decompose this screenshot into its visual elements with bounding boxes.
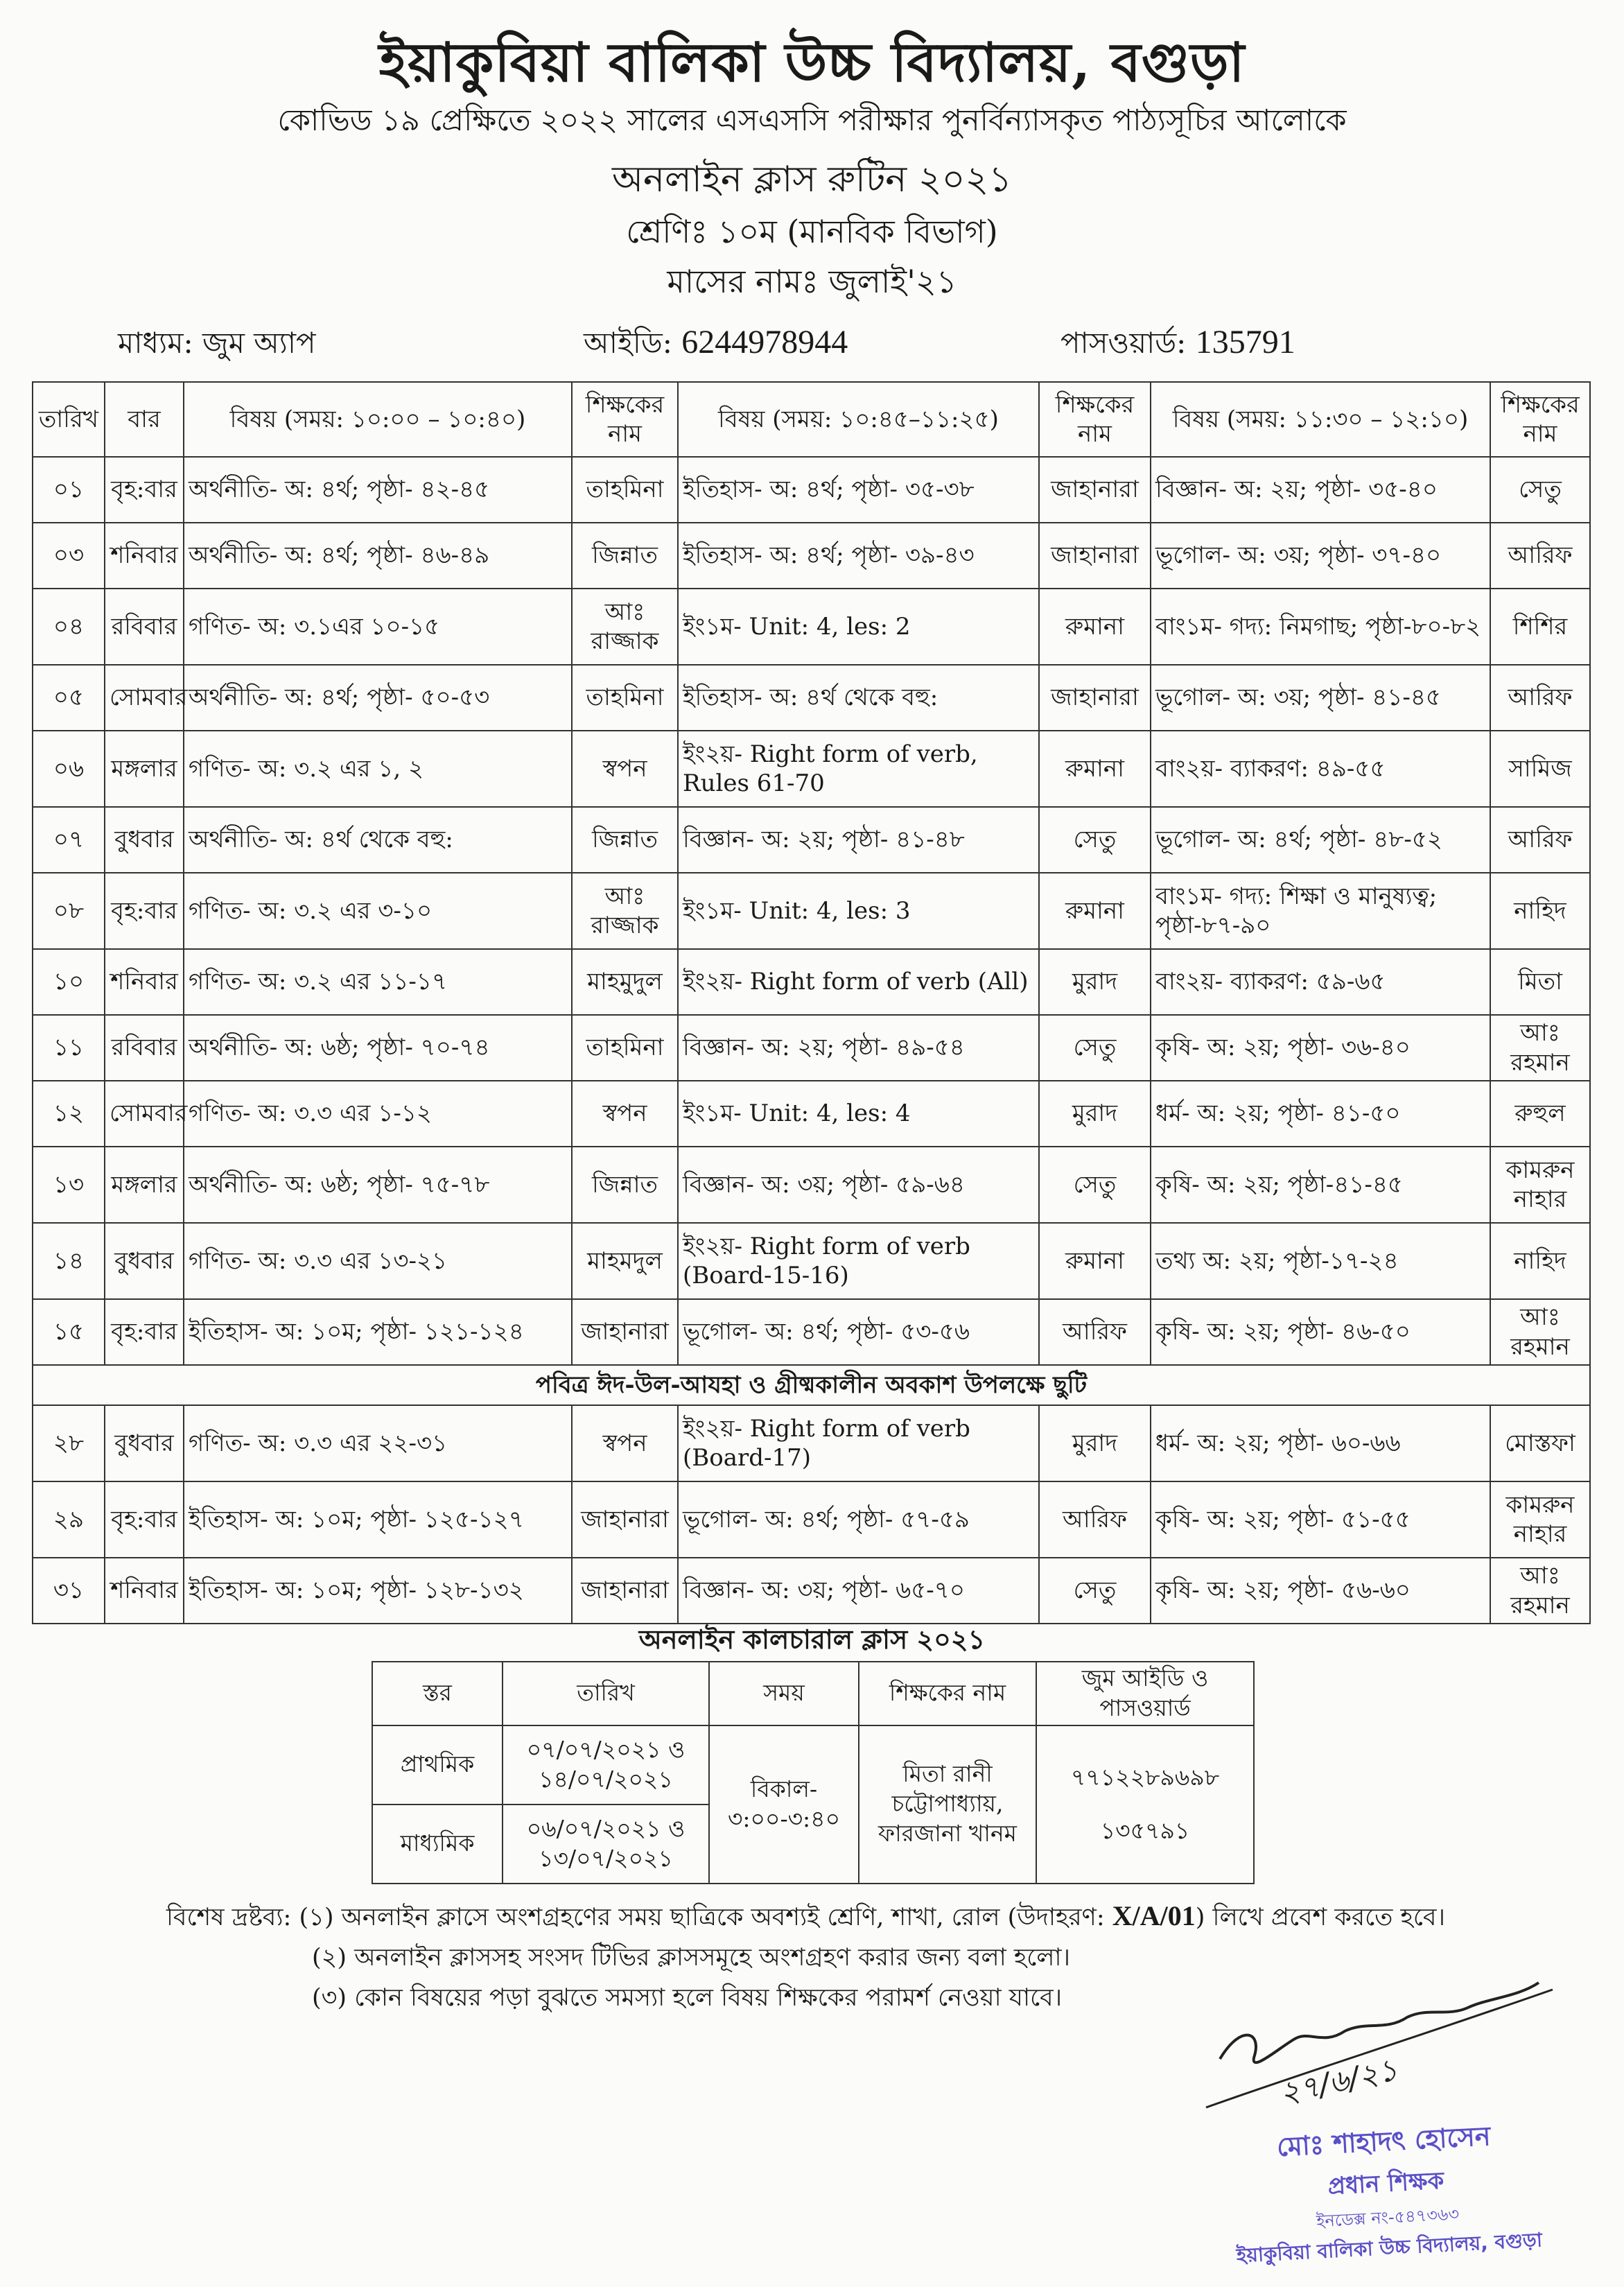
cell-date: ১৩	[33, 1147, 105, 1223]
cell-subject-3: কৃষি- অ: ২য়; পৃষ্ঠা- ৩৬-৪০	[1151, 1015, 1490, 1081]
cell-teacher-3: আঃ রহমান	[1490, 1558, 1590, 1624]
cell-day: রবিবার	[105, 589, 184, 665]
cultural-level: প্রাথমিক	[372, 1725, 503, 1805]
cell-subject-3: তথ্য অ: ২য়; পৃষ্ঠা-১৭-২৪	[1151, 1223, 1490, 1299]
col-header-day: বার	[105, 382, 184, 457]
cell-subject-1: অর্থনীতি- অ: ৪র্থ; পৃষ্ঠা- ৫০-৫৩	[184, 665, 572, 731]
cell-teacher-2: সেতু	[1039, 1015, 1151, 1081]
cell-teacher-2: মুরাদ	[1039, 1081, 1151, 1147]
cell-teacher-3: কামরুন নাহার	[1490, 1147, 1590, 1223]
cell-subject-2: ইতিহাস- অ: ৪র্থ; পৃষ্ঠা- ৩৯-৪৩	[678, 523, 1039, 589]
cell-subject-3: ধর্ম- অ: ২য়; পৃষ্ঠা- ৬০-৬৬	[1151, 1405, 1490, 1481]
cell-teacher-2: আরিফ	[1039, 1299, 1151, 1365]
cell-teacher-3: নাহিদ	[1490, 1223, 1590, 1299]
cell-teacher-1: স্বপন	[572, 731, 678, 807]
cell-subject-2: ভূগোল- অ: ৪র্থ; পৃষ্ঠা- ৫৭-৫৯	[678, 1481, 1039, 1558]
class-label: শ্রেণিঃ ১০ম (মানবিক বিভাগ)	[626, 213, 998, 250]
note-3: (৩) কোন বিষয়ের পড়া বুঝতে সমস্যা হলে বিষয় শিক্ষকের পরামর্শ নেওয়া যাবে।	[312, 1984, 1063, 2012]
cell-teacher-2: সেতু	[1039, 807, 1151, 873]
cell-teacher-2: জাহানারা	[1039, 523, 1151, 589]
cell-subject-3: বাং১ম- গদ্য: নিমগাছ; পৃষ্ঠা-৮০-৮২	[1151, 589, 1490, 665]
zoom-id-label: আইডি:	[584, 326, 672, 360]
cultural-col-zoom: জুম আইডি ও পাসওয়ার্ড	[1036, 1662, 1254, 1725]
cell-teacher-2: জাহানারা	[1039, 457, 1151, 523]
zoom-id	[584, 320, 848, 369]
headmaster-stamp	[1203, 2112, 1570, 2270]
cell-teacher-1: জাহানারা	[572, 1299, 678, 1365]
table-row	[33, 665, 1590, 731]
cell-date: ১২	[33, 1081, 105, 1147]
note-1-suffix: ) লিখে প্রবেশ করতে হবে।	[1195, 1904, 1445, 1931]
table-row	[33, 731, 1590, 807]
cell-subject-2: ভূগোল- অ: ৪র্থ; পৃষ্ঠা- ৫৩-৫৬	[678, 1299, 1039, 1365]
cell-date: ০৫	[33, 665, 105, 731]
cell-teacher-1: আঃ রাজ্জাক	[572, 873, 678, 949]
cell-teacher-2: রুমানা	[1039, 589, 1151, 665]
cell-teacher-3: মোস্তফা	[1490, 1405, 1590, 1481]
table-row	[33, 457, 1590, 523]
note-1-text: বিশেষ দ্রষ্টব্য: (১) অনলাইন ক্লাসে অংশগ্রহণের সময় ছাত্রিকে অবশ্যই শ্রেণি, শাখা, রোল (উদাহরণ:	[166, 1904, 1105, 1931]
cell-teacher-3: নাহিদ	[1490, 873, 1590, 949]
table-row	[372, 1725, 1254, 1805]
cell-teacher-1: তাহমিনা	[572, 457, 678, 523]
cell-teacher-2: জাহানারা	[1039, 665, 1151, 731]
cultural-zoom-id: ৭৭১২২৮৯৬৯৮	[1070, 1763, 1220, 1791]
cell-day: সোমবার	[105, 1081, 184, 1147]
cell-subject-1: ইতিহাস- অ: ১০ম; পৃষ্ঠা- ১২৮-১৩২	[184, 1558, 572, 1624]
cell-teacher-3: আঃ রহমান	[1490, 1299, 1590, 1365]
cell-day: শনিবার	[105, 949, 184, 1015]
cell-day: শনিবার	[105, 523, 184, 589]
cell-day: মঙ্গলার	[105, 731, 184, 807]
cell-subject-1: ইতিহাস- অ: ১০ম; পৃষ্ঠা- ১২১-১২৪	[184, 1299, 572, 1365]
col-header-teacher-3: শিক্ষকের নাম	[1490, 382, 1590, 457]
cell-day: বুধবার	[105, 1223, 184, 1299]
cell-day: বুধবার	[105, 1405, 184, 1481]
cell-teacher-2: রুমানা	[1039, 731, 1151, 807]
medium-label: মাধ্যম: জুম অ্যাপ	[118, 326, 316, 360]
cell-subject-1: অর্থনীতি- অ: ৬ষ্ঠ; পৃষ্ঠা- ৭৫-৭৮	[184, 1147, 572, 1223]
routine-table	[32, 381, 1591, 1624]
col-header-subject-1: বিষয় (সময়: ১০:০০ – ১০:৪০)	[184, 382, 572, 457]
cell-teacher-3: সামিজ	[1490, 731, 1590, 807]
cell-teacher-3: শিশির	[1490, 589, 1590, 665]
cell-subject-3: ভূগোল- অ: ৩য়; পৃষ্ঠা- ৩৭-৪০	[1151, 523, 1490, 589]
cell-subject-2: ইং২য়- Right form of verb (Board-15-16)	[678, 1223, 1039, 1299]
cell-subject-3: ভূগোল- অ: ৩য়; পৃষ্ঠা- ৪১-৪৫	[1151, 665, 1490, 731]
cell-teacher-1: তাহমিনা	[572, 665, 678, 731]
cultural-zoom-password: ১৩৫৭৯১	[1100, 1816, 1190, 1844]
note-1	[166, 1898, 1445, 1939]
cell-day: সোমবার	[105, 665, 184, 731]
cell-teacher-3: রুহুল	[1490, 1081, 1590, 1147]
cultural-col-level: স্তর	[372, 1662, 503, 1725]
table-row	[33, 1481, 1590, 1558]
cell-subject-2: বিজ্ঞান- অ: ২য়; পৃষ্ঠা- ৪১-৪৮	[678, 807, 1039, 873]
cell-subject-3: কৃষি- অ: ২য়; পৃষ্ঠা- ৫৬-৬০	[1151, 1558, 1490, 1624]
note-2: (২) অনলাইন ক্লাসসহ সংসদ টিভির ক্লাসসমূহে অংশগ্রহণ করার জন্য বলা হলো।	[312, 1944, 1071, 1972]
cell-teacher-2: সেতু	[1039, 1147, 1151, 1223]
cultural-time: বিকাল- ৩:০০-৩:৪০	[709, 1725, 859, 1884]
table-row	[33, 1081, 1590, 1147]
cell-subject-1: ইতিহাস- অ: ১০ম; পৃষ্ঠা- ১২৫-১২৭	[184, 1481, 572, 1558]
cell-day: রবিবার	[105, 1015, 184, 1081]
cell-subject-1: অর্থনীতি- অ: ৪র্থ; পৃষ্ঠা- ৪৬-৪৯	[184, 523, 572, 589]
routine-body	[33, 457, 1590, 1624]
cell-day: বৃহ:বার	[105, 1481, 184, 1558]
cultural-level: মাধ্যমিক	[372, 1805, 503, 1884]
cell-day: বৃহ:বার	[105, 1299, 184, 1365]
cell-date: ০৬	[33, 731, 105, 807]
cell-subject-1: গণিত- অ: ৩.২ এর ৩-১০	[184, 873, 572, 949]
cell-subject-3: ভূগোল- অ: ৪র্থ; পৃষ্ঠা- ৪৮-৫২	[1151, 807, 1490, 873]
cell-teacher-2: মুরাদ	[1039, 949, 1151, 1015]
cell-subject-2: ইতিহাস- অ: ৪র্থ থেকে বহু:	[678, 665, 1039, 731]
cell-day: মঙ্গলার	[105, 1147, 184, 1223]
cultural-col-time: সময়	[709, 1662, 859, 1725]
cell-subject-1: গণিত- অ: ৩.৩ এর ১৩-২১	[184, 1223, 572, 1299]
cell-teacher-3: আরিফ	[1490, 665, 1590, 731]
cultural-col-teacher: শিক্ষকের নাম	[859, 1662, 1036, 1725]
col-header-date: তারিখ	[33, 382, 105, 457]
table-row	[33, 1223, 1590, 1299]
cell-subject-1: গণিত- অ: ৩.২ এর ১, ২	[184, 731, 572, 807]
cell-teacher-3: কামরুন নাহার	[1490, 1481, 1590, 1558]
cultural-header-row	[372, 1662, 1254, 1725]
table-row	[33, 523, 1590, 589]
stamp-name: মোঃ শাহাদৎ হোসেন	[1276, 2121, 1492, 2163]
cell-date: ১৪	[33, 1223, 105, 1299]
cell-subject-3: বাং১ম- গদ্য: শিক্ষা ও মানুষ্যত্ব; পৃষ্ঠা-৮৭-৯০	[1151, 873, 1490, 949]
cell-subject-1: গণিত- অ: ৩.১এর ১০-১৫	[184, 589, 572, 665]
cell-teacher-2: রুমানা	[1039, 1223, 1151, 1299]
cell-teacher-2: মুরাদ	[1039, 1405, 1151, 1481]
table-row	[33, 1299, 1590, 1365]
cell-subject-1: অর্থনীতি- অ: ৪র্থ; পৃষ্ঠা- ৪২-৪৫	[184, 457, 572, 523]
cell-date: ১১	[33, 1015, 105, 1081]
zoom-id-value: 6244978944	[681, 324, 848, 360]
cell-teacher-1: মাহমুদুল	[572, 949, 678, 1015]
cell-teacher-2: আরিফ	[1039, 1481, 1151, 1558]
table-row	[33, 949, 1590, 1015]
month-label: মাসের নামঃ জুলাই'২১	[667, 263, 957, 300]
col-header-subject-2: বিষয় (সময়: ১০:৪৫–১১:২৫)	[678, 382, 1039, 457]
table-row	[33, 1147, 1590, 1223]
cell-subject-1: গণিত- অ: ৩.২ এর ১১-১৭	[184, 949, 572, 1015]
cell-subject-2: ইং২য়- Right form of verb (All)	[678, 949, 1039, 1015]
cell-teacher-2: রুমানা	[1039, 873, 1151, 949]
cell-date: ১০	[33, 949, 105, 1015]
cell-date: ৩১	[33, 1558, 105, 1624]
cell-date: ২৯	[33, 1481, 105, 1558]
cell-subject-3: কৃষি- অ: ২য়; পৃষ্ঠা- ৫১-৫৫	[1151, 1481, 1490, 1558]
table-row	[33, 873, 1590, 949]
cell-date: ০৭	[33, 807, 105, 873]
cell-teacher-1: জিন্নাত	[572, 523, 678, 589]
cultural-class-table	[372, 1661, 1255, 1884]
cell-date: ০১	[33, 457, 105, 523]
cell-subject-1: অর্থনীতি- অ: ৬ষ্ঠ; পৃষ্ঠা- ৭০-৭৪	[184, 1015, 572, 1081]
cultural-col-date: তারিখ	[503, 1662, 709, 1725]
cell-date: ২৮	[33, 1405, 105, 1481]
cell-teacher-1: জিন্নাত	[572, 807, 678, 873]
cell-teacher-1: জাহানারা	[572, 1481, 678, 1558]
cultural-zoom-cell	[1036, 1725, 1254, 1884]
note-1-example: X/A/01	[1112, 1900, 1196, 1931]
cell-date: ০৪	[33, 589, 105, 665]
stamp-index: ইনডেক্স নং-৫৪৭৩৬৩	[1316, 2204, 1460, 2232]
table-row	[33, 807, 1590, 873]
cell-teacher-1: স্বপন	[572, 1081, 678, 1147]
cell-teacher-1: জাহানারা	[572, 1558, 678, 1624]
holiday-row	[33, 1365, 1590, 1405]
cell-subject-2: ইতিহাস- অ: ৪র্থ; পৃষ্ঠা- ৩৫-৩৮	[678, 457, 1039, 523]
cell-day: শনিবার	[105, 1558, 184, 1624]
cell-subject-3: বাং২য়- ব্যাকরণ: ৫৯-৬৫	[1151, 949, 1490, 1015]
zoom-password-value: 135791	[1195, 324, 1295, 360]
col-header-subject-3: বিষয় (সময়: ১১:৩০ – ১২:১০)	[1151, 382, 1490, 457]
col-header-teacher-1: শিক্ষকের নাম	[572, 382, 678, 457]
cultural-date: ০৭/০৭/২০২১ ও ১৪/০৭/২০২১	[503, 1725, 709, 1805]
cultural-date: ০৬/০৭/২০২১ ও ১৩/০৭/২০২১	[503, 1805, 709, 1884]
cell-teacher-3: আঃ রহমান	[1490, 1015, 1590, 1081]
cell-subject-3: কৃষি- অ: ২য়; পৃষ্ঠা- ৪৬-৫০	[1151, 1299, 1490, 1365]
holiday-notice: পবিত্র ঈদ-উল-আযহা ও গ্রীষ্মকালীন অবকাশ উপলক্ষে ছুটি	[33, 1365, 1590, 1405]
cell-subject-3: বাং২য়- ব্যাকরণ: ৪৯-৫৫	[1151, 731, 1490, 807]
col-header-teacher-2: শিক্ষকের নাম	[1039, 382, 1151, 457]
cell-teacher-3: সেতু	[1490, 457, 1590, 523]
cell-subject-2: ইং১ম- Unit: 4, les: 3	[678, 873, 1039, 949]
cell-subject-3: কৃষি- অ: ২য়; পৃষ্ঠা-৪১-৪৫	[1151, 1147, 1490, 1223]
zoom-password-label: পাসওয়ার্ড:	[1060, 326, 1187, 360]
cell-day: বৃহ:বার	[105, 457, 184, 523]
stamp-title: প্রধান শিক্ষক	[1327, 2166, 1445, 2201]
cell-subject-2: ইং২য়- Right form of verb (Board-17)	[678, 1405, 1039, 1481]
table-row	[33, 1405, 1590, 1481]
subtitle-context: কোভিড ১৯ প্রেক্ষিতে ২০২২ সালের এসএসসি পরীক্ষার পুনর্বিন্যাসকৃত পাঠ্যসূচির আলোকে	[277, 103, 1347, 138]
routine-title: অনলাইন ক্লাস রুটিন ২০২১	[611, 159, 1013, 200]
cell-teacher-1: তাহমিনা	[572, 1015, 678, 1081]
school-title: ইয়াকুবিয়া বালিকা উচ্চ বিদ্যালয়, বগুড়া	[378, 31, 1246, 94]
cell-teacher-3: আরিফ	[1490, 523, 1590, 589]
cell-subject-3: বিজ্ঞান- অ: ২য়; পৃষ্ঠা- ৩৫-৪০	[1151, 457, 1490, 523]
routine-header-row	[33, 382, 1590, 457]
cell-date: ০৩	[33, 523, 105, 589]
cell-subject-2: ইং১ম- Unit: 4, les: 4	[678, 1081, 1039, 1147]
table-row	[33, 1015, 1590, 1081]
cell-subject-1: গণিত- অ: ৩.৩ এর ২২-৩১	[184, 1405, 572, 1481]
cell-teacher-2: সেতু	[1039, 1558, 1151, 1624]
signature-date: ২৭/৬/২১	[1276, 2051, 1402, 2112]
cell-subject-2: বিজ্ঞান- অ: ৩য়; পৃষ্ঠা- ৫৯-৬৪	[678, 1147, 1039, 1223]
cell-teacher-3: আরিফ	[1490, 807, 1590, 873]
table-row	[33, 1558, 1590, 1624]
cultural-teachers: মিতা রানী চট্টোপাধ্যায়, ফারজানা খানম	[859, 1725, 1036, 1884]
cell-day: বুধবার	[105, 807, 184, 873]
cell-teacher-1: জিন্নাত	[572, 1147, 678, 1223]
cell-subject-2: ইং১ম- Unit: 4, les: 2	[678, 589, 1039, 665]
cell-date: ১৫	[33, 1299, 105, 1365]
cell-teacher-1: আঃ রাজ্জাক	[572, 589, 678, 665]
cell-teacher-3: মিতা	[1490, 949, 1590, 1015]
cell-subject-1: গণিত- অ: ৩.৩ এর ১-১২	[184, 1081, 572, 1147]
cell-date: ০৮	[33, 873, 105, 949]
table-row	[33, 589, 1590, 665]
cell-teacher-1: স্বপন	[572, 1405, 678, 1481]
cell-subject-3: ধর্ম- অ: ২য়; পৃষ্ঠা- ৪১-৫০	[1151, 1081, 1490, 1147]
cell-subject-2: বিজ্ঞান- অ: ৩য়; পৃষ্ঠা- ৬৫-৭০	[678, 1558, 1039, 1624]
cell-day: বৃহ:বার	[105, 873, 184, 949]
cell-subject-2: ইং২য়- Right form of verb, Rules 61-70	[678, 731, 1039, 807]
cultural-class-title: অনলাইন কালচারাল ক্লাস ২০২১	[638, 1624, 986, 1655]
cell-subject-2: বিজ্ঞান- অ: ২য়; পৃষ্ঠা- ৪৯-৫৪	[678, 1015, 1039, 1081]
stamp-school: ইয়াকুবিয়া বালিকা উচ্চ বিদ্যালয়, বগুড়া	[1235, 2228, 1543, 2268]
cell-teacher-1: মাহমদুল	[572, 1223, 678, 1299]
cell-subject-1: অর্থনীতি- অ: ৪র্থ থেকে বহু:	[184, 807, 572, 873]
zoom-password	[1060, 320, 1295, 369]
